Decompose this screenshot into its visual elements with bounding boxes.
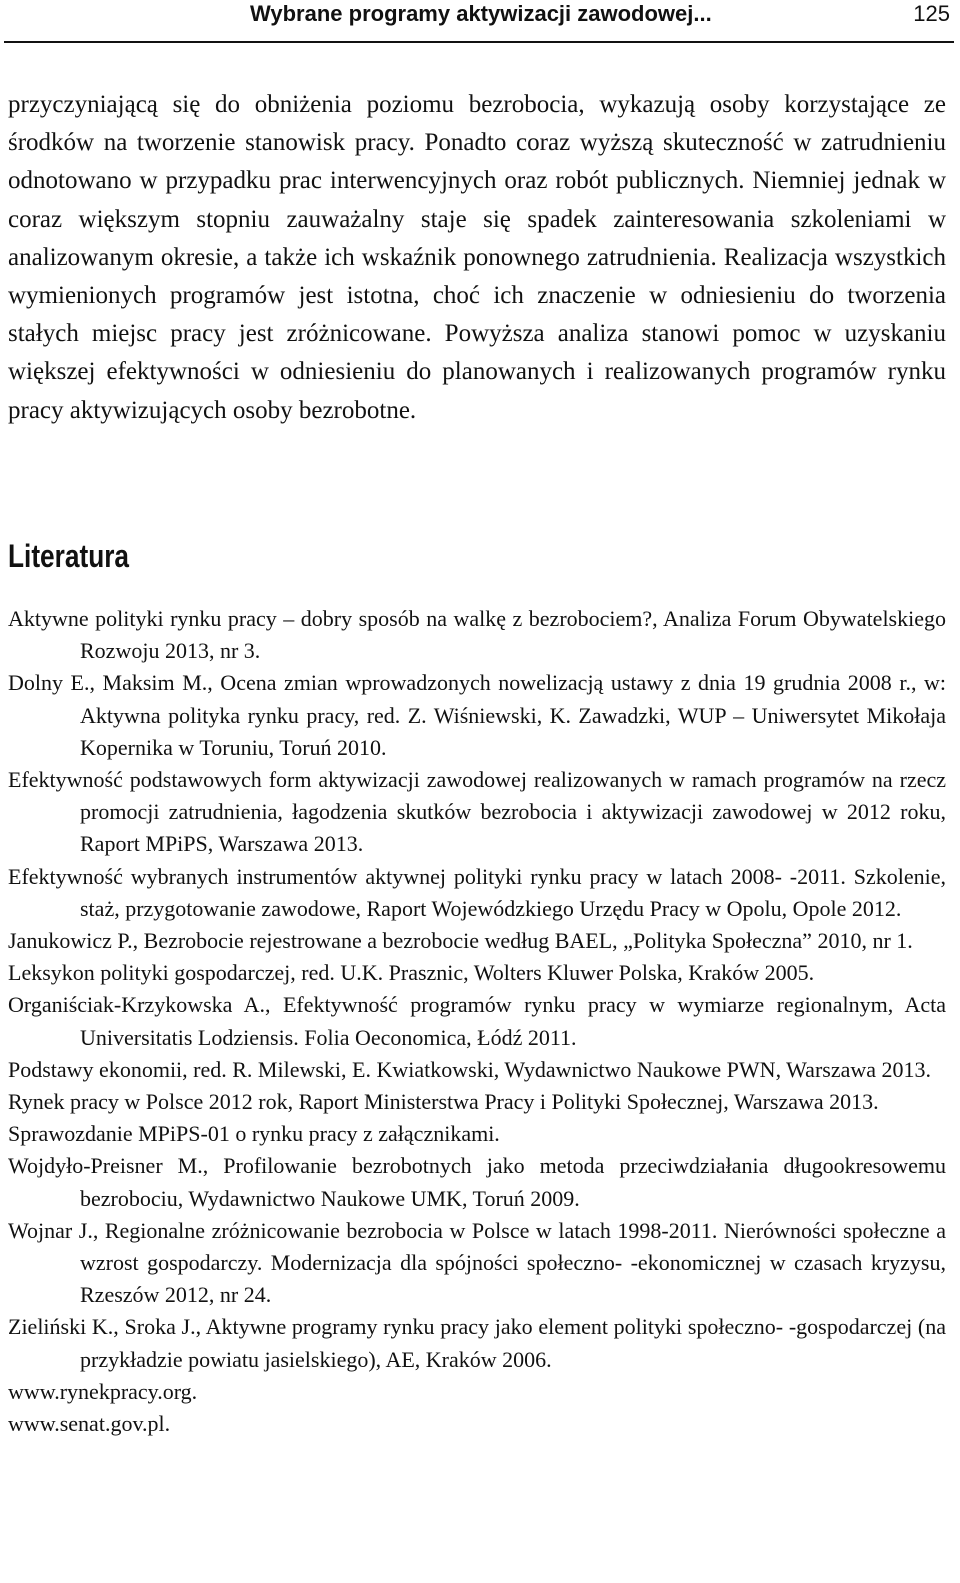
reference-item: Wojnar J., Regionalne zróżnicowanie bezrobocia w Polsce w latach 1998-2011. Nierówności społeczne a wzrost gospodarczy. Modernizacja dla spójności społeczno- -ekonomicznej w czasach kryzysu, Rzeszów 2012, nr 24. bbox=[8, 1217, 946, 1308]
reference-item: www.senat.gov.pl. bbox=[8, 1411, 171, 1437]
reference-item: Podstawy ekonomii, red. R. Milewski, E. Kwiatkowski, Wydawnictwo Naukowe PWN, Warszawa 2013. bbox=[8, 1056, 932, 1082]
reference-item: Dolny E., Maksim M., Ocena zmian wprowadzonych nowelizacją ustawy z dnia 19 grudnia 2008 r., w: Aktywna polityka rynku pracy, red. Z. Wiśniewski, K. Zawadzki, WUP – Uniwersytet Mikołaja Kopernika w Toruniu, Toruń 2010. bbox=[8, 670, 946, 760]
reference-item: Wojdyło-Preisner M., Profilowanie bezrobotnych jako metoda przeciwdziałania długookresowemu bezrobociu, Wydawnictwo Naukowe UMK, Toruń 2009. bbox=[8, 1153, 946, 1211]
reference-item: Sprawozdanie MPiPS-01 o rynku pracy z załącznikami. bbox=[8, 1121, 500, 1147]
header-rule bbox=[4, 41, 954, 43]
reference-item: Efektywność wybranych instrumentów aktywnej polityki rynku pracy w latach 2008- -2011. Szkolenie, staż, przygotowanie zawodowe, Raport Wojewódzkiego Urzędu Pracy w Opolu, Opole 2012. bbox=[8, 863, 946, 921]
running-header bbox=[0, 0, 960, 44]
body-paragraph: przyczyniającą się do obniżenia poziomu bezrobocia, wykazują osoby korzystające ze środków na tworzenie stanowisk pracy. Ponadto coraz wyższą skuteczność w zatrudnieniu odnotowano w przypadku prac interwencyjnych oraz robót publicznych. Niemniej jednak w coraz większym stopniu zauważalny staje się spadek zainteresowania szkoleniami w analizowanym okresie, a także ich wskaźnik ponownego zatrudnienia. Realizacja wszystkich wymienionych programów jest istotna, choć ich znaczenie w odniesieniu do tworzenia stałych miejsc pracy jest zróżnicowane. Powyższa analiza stanowi pomoc w uzyskaniu większej efektywności w odniesieniu do planowanych i realizowanych programów rynku pracy aktywizujących osoby bezrobotne. bbox=[8, 91, 946, 424]
reference-item: Efektywność podstawowych form aktywizacji zawodowej realizowanych w ramach programów na rzecz promocji zatrudnienia, łagodzenia skutków bezrobocia i aktywizacji zawodowej w 2012 roku, Raport MPiPS, Warszawa 2013. bbox=[8, 767, 946, 857]
reference-item: Organiściak-Krzykowska A., Efektywność programów rynku pracy w wymiarze regionalnym, Acta Universitatis Lodziensis. Folia Oeconomica, Łódź 2011. bbox=[8, 992, 946, 1050]
reference-item: Janukowicz P., Bezrobocie rejestrowane a bezrobocie według BAEL, „Polityka Społeczna” 2010, nr 1. bbox=[8, 928, 913, 954]
reference-item: www.rynekpracy.org. bbox=[8, 1378, 198, 1404]
reference-item: Rynek pracy w Polsce 2012 rok, Raport Ministerstwa Pracy i Polityki Społecznej, Warszawa 2013. bbox=[8, 1089, 879, 1115]
reference-item: Leksykon polityki gospodarczej, red. U.K. Prasznic, Wolters Kluwer Polska, Kraków 2005. bbox=[8, 960, 815, 986]
reference-item: Zieliński K., Sroka J., Aktywne programy rynku pracy jako element polityki społeczno- -gospodarczej (na przykładzie powiatu jasielskiego), AE, Kraków 2006. bbox=[8, 1314, 946, 1372]
reference-item: Aktywne polityki rynku pracy – dobry sposób na walkę z bezrobociem?, Analiza Forum Obywatelskiego Rozwoju 2013, nr 3. bbox=[8, 606, 946, 664]
reference-list bbox=[8, 603, 946, 1440]
literature-heading: Literatura bbox=[8, 538, 130, 574]
running-header-title: Wybrane programy aktywizacji zawodowej... bbox=[250, 1, 712, 26]
page-number: 125 bbox=[913, 1, 950, 26]
